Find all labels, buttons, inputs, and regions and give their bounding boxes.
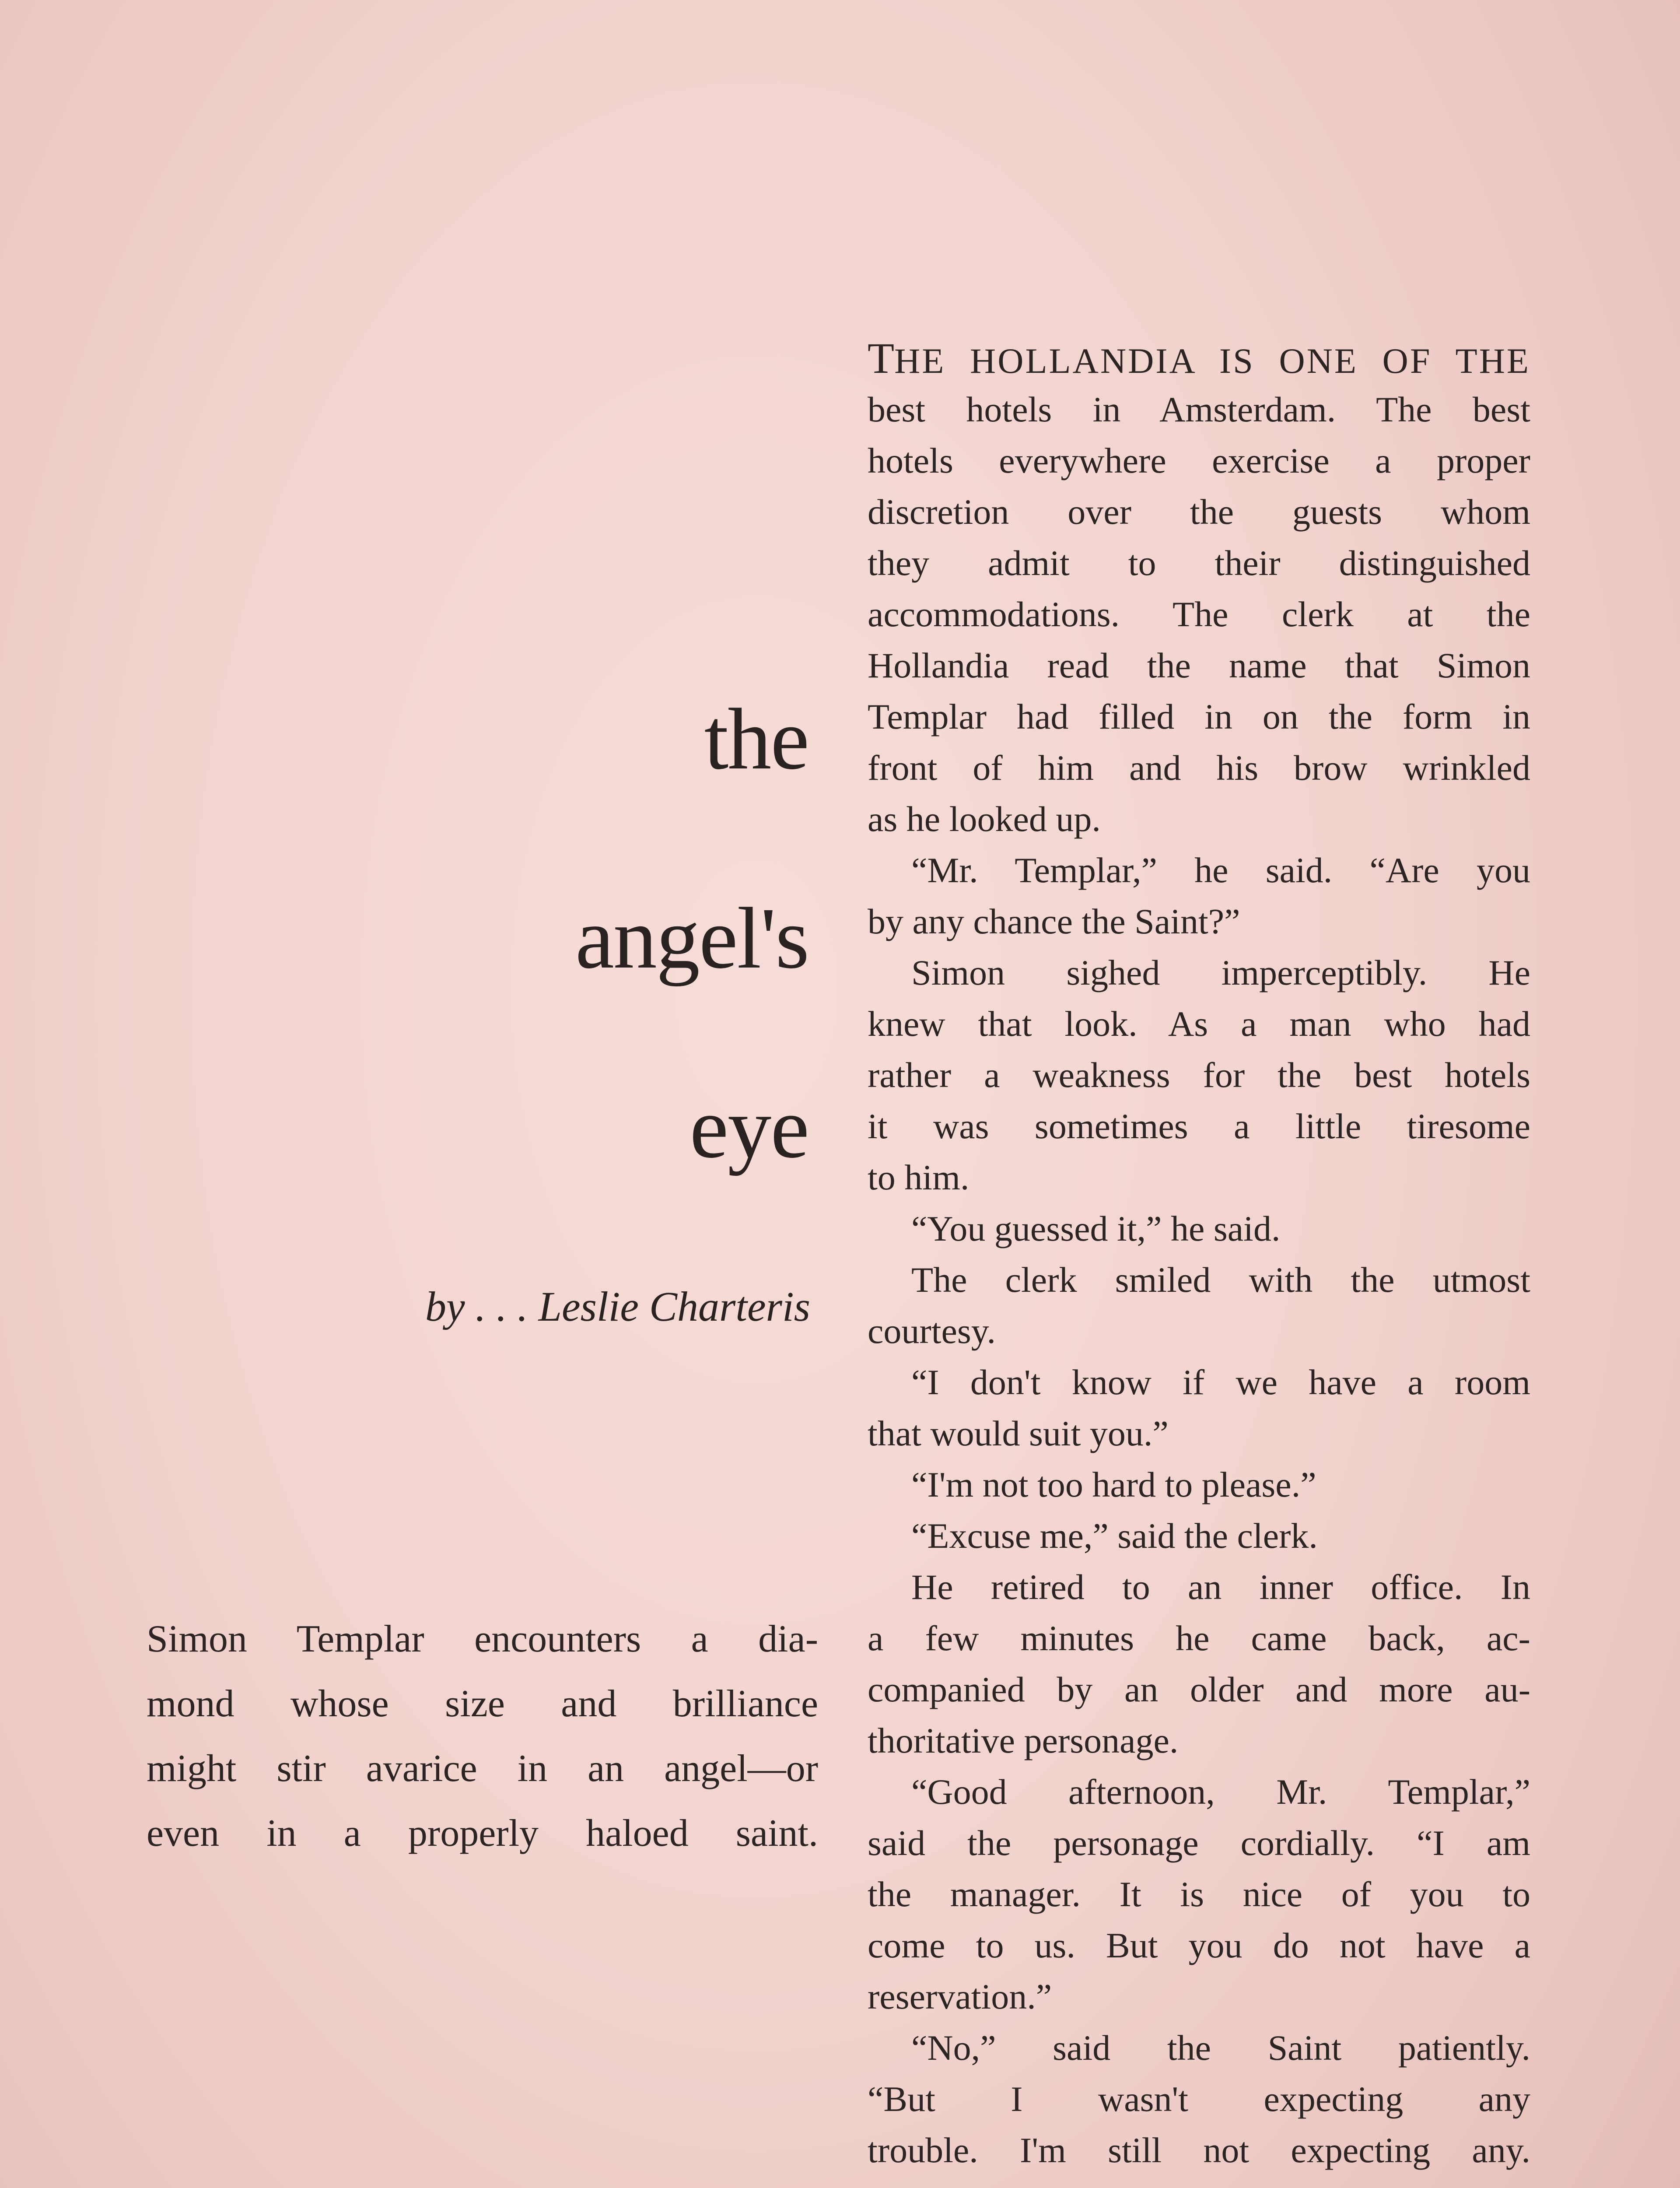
teaser-line: mond whose size and brilliance (147, 1683, 818, 1725)
drop-cap: T (868, 334, 895, 382)
title-word-angels: angel's (575, 890, 808, 987)
story-line: “Mr. Templar,” he said. “Are you (911, 850, 1530, 890)
story-line: accommodations. The clerk at the (868, 594, 1530, 634)
story-line: “I'm not too hard to please.” (911, 1465, 1316, 1504)
story-line: best hotels in Amsterdam. The best (868, 389, 1530, 429)
story-line: front of him and his brow wrinkled (868, 748, 1530, 788)
teaser-line: Simon Templar encounters a dia- (147, 1618, 818, 1660)
story-line: to him. (868, 1157, 970, 1197)
story-line: trouble. I'm still not expecting any. (868, 2130, 1530, 2170)
story-line: discretion over the guests whom (868, 492, 1530, 532)
story-line: “I don't know if we have a room (911, 1362, 1530, 1402)
story-column (868, 333, 1530, 2176)
story-line: they admit to their distinguished (868, 543, 1530, 583)
story-line: a few minutes he came back, ac- (868, 1618, 1530, 1658)
story-line: said the personage cordially. “I am (868, 1823, 1530, 1863)
story-line: rather a weakness for the best hotels (868, 1055, 1530, 1095)
story-line: hotels everywhere exercise a proper (868, 441, 1530, 480)
story-line: by any chance the Saint?” (868, 901, 1240, 941)
story-line: Simon sighed imperceptibly. He (911, 953, 1530, 992)
teaser-line: even in a properly haloed saint. (147, 1812, 818, 1855)
byline: by . . . Leslie Charteris (425, 1283, 810, 1330)
title-word-the: the (704, 691, 808, 788)
story-line: Hollandia read the name that Simon (868, 645, 1530, 685)
story-line: companied by an older and more au- (868, 1669, 1530, 1709)
story-line: “Excuse me,” said the clerk. (911, 1516, 1318, 1556)
story-line: “No,” said the Saint patiently. (911, 2028, 1530, 2068)
story-line: it was sometimes a little tiresome (868, 1106, 1530, 1146)
story-first-line (868, 333, 1530, 384)
story-line: come to us. But you do not have a (868, 1925, 1530, 1965)
story-line: that would suit you.” (868, 1413, 1169, 1453)
story-line: Templar had filled in on the form in (868, 697, 1530, 736)
story-line: “Good afternoon, Mr. Templar,” (911, 1772, 1530, 1812)
story-line: “You guessed it,” he said. (911, 1209, 1281, 1248)
story-first-line-text: HE HOLLANDIA IS ONE OF THE (894, 341, 1530, 381)
story-line: the manager. It is nice of you to (868, 1874, 1530, 1914)
story-line: thoritative personage. (868, 1721, 1179, 1760)
story-line: He retired to an inner office. In (911, 1567, 1530, 1607)
story-line: as he looked up. (868, 799, 1101, 839)
story-line: courtesy. (868, 1311, 996, 1351)
teaser-line: might stir avarice in an angel—or (147, 1747, 818, 1790)
title-word-eye: eye (690, 1080, 808, 1176)
teaser-blurb (147, 1607, 818, 1866)
story-line: knew that look. As a man who had (868, 1004, 1530, 1044)
story-line: The clerk smiled with the utmost (911, 1260, 1530, 1300)
story-line: “But I wasn't expecting any (868, 2079, 1530, 2119)
story-line: reservation.” (868, 1977, 1052, 2016)
